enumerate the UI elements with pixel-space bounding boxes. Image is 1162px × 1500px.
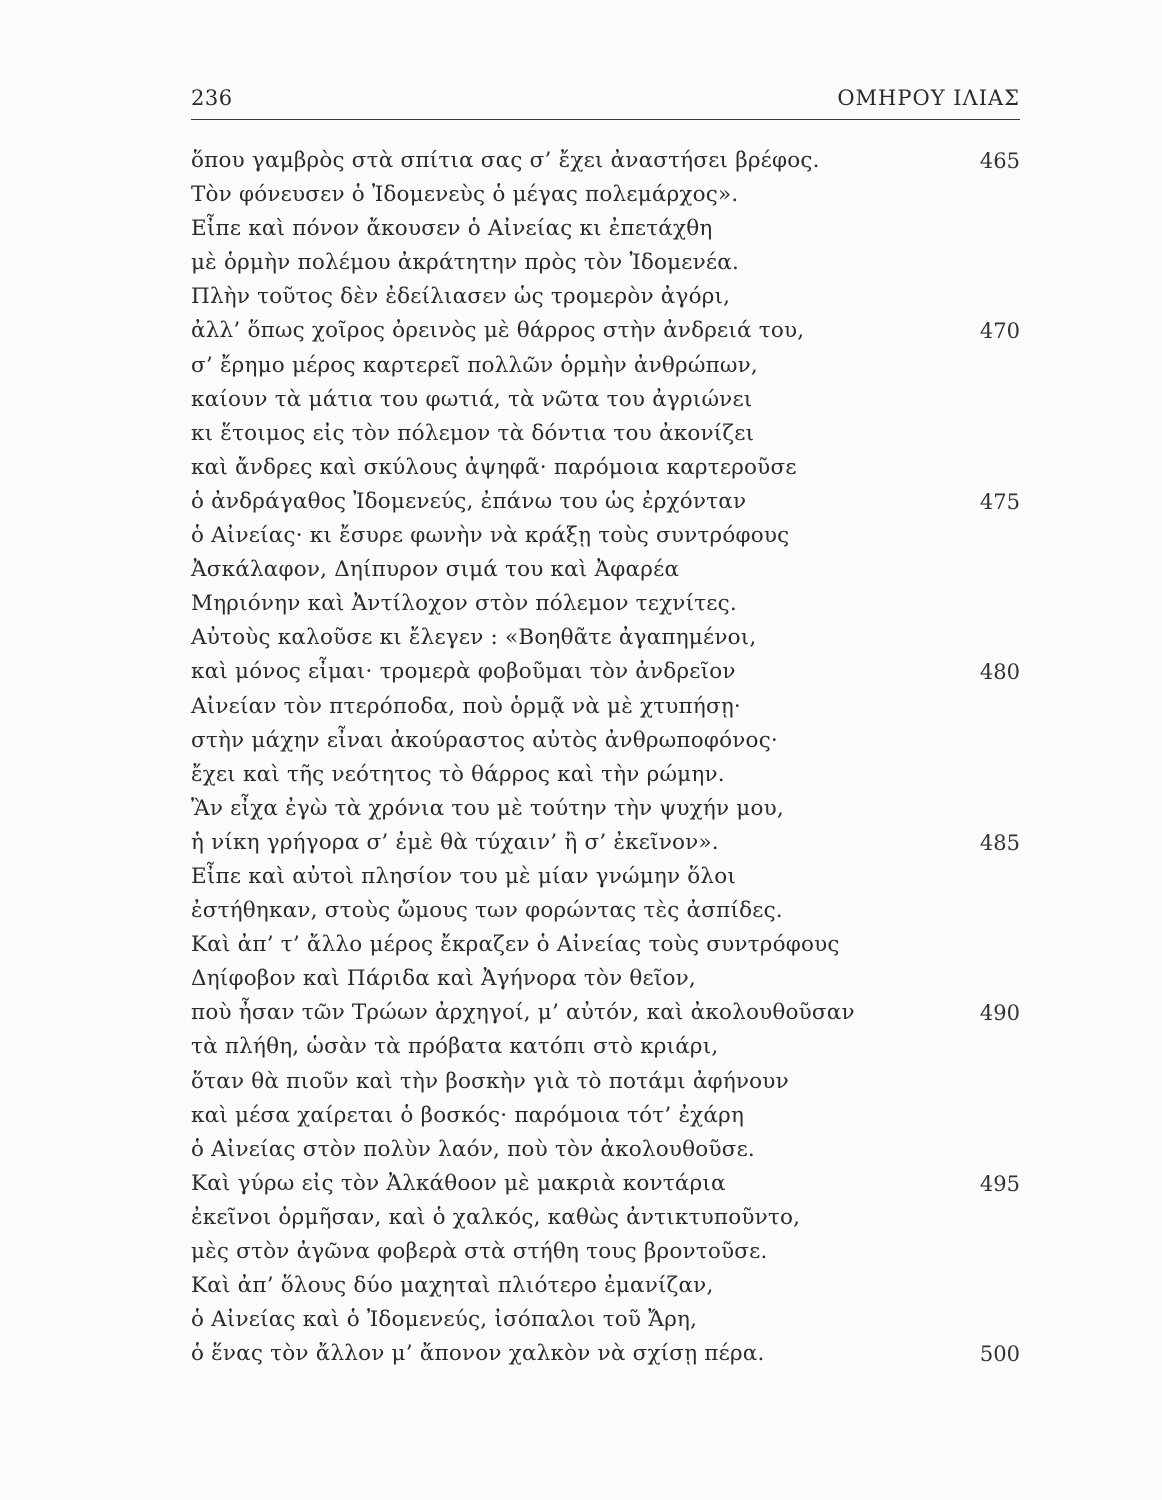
verse-text: Αὐτοὺς καλοῦσε κι ἔλεγεν : «Βοηθᾶτε ἀγαπημένοι, — [191, 625, 757, 651]
verse-text: ὁ Αἰνείας καὶ ὁ Ἰδομενεύς, ἰσόπαλοι τοῦ Ἄρη, — [191, 1307, 698, 1333]
verse-text: Καὶ γύρω εἰς τὸν Ἀλκάθοον μὲ μακριὰ κοντάρια — [191, 1170, 726, 1196]
verse-line — [191, 1167, 1020, 1201]
verse-line — [191, 144, 1020, 178]
line-number: 465 — [979, 149, 1020, 173]
verse-line — [191, 1303, 1020, 1337]
verse-line — [191, 553, 1020, 587]
verse-text: ὁ Αἰνείας· κι ἔσυρε φωνὴν νὰ κράξῃ τοὺς συντρόφους — [191, 523, 790, 549]
verse-text: ὁ ἀνδράγαθος Ἰδομενεύς, ἐπάνω του ὡς ἐρχόνταν — [191, 488, 747, 514]
verse-text: καίουν τὰ μάτια του φωτιά, τὰ νῶτα του ἀγριώνει — [191, 386, 753, 412]
verse-line — [191, 212, 1020, 246]
verse-line — [191, 928, 1020, 962]
verse-text: στὴν μάχην εἶναι ἀκούραστος αὐτὸς ἀνθρωποφόνος· — [191, 727, 778, 753]
verse-text: κι ἕτοιμος εἰς τὸν πόλεμον τὰ δόντια του ἀκονίζει — [191, 420, 755, 446]
verse-text: Μηριόνην καὶ Ἀντίλοχον στὸν πόλεμον τεχνίτες. — [191, 591, 737, 617]
verse-line — [191, 758, 1020, 792]
verse-text: Τὸν φόνευσεν ὁ Ἰδομενεὺς ὁ μέγας πολεμάρχος». — [191, 182, 739, 208]
verse-line — [191, 246, 1020, 280]
line-number: 470 — [979, 319, 1020, 344]
verse-line — [191, 1235, 1020, 1269]
verse-text: ἐκεῖνοι ὁρμῆσαν, καὶ ὁ χαλκός, καθὼς ἀντικτυποῦντο, — [191, 1204, 801, 1230]
verse-line — [191, 485, 1020, 519]
verse-text: ὅταν θὰ πιοῦν καὶ τὴν βοσκὴν γιὰ τὸ ποτάμι ἀφήνουν — [191, 1068, 789, 1094]
verse-line — [191, 792, 1020, 826]
page-header — [191, 78, 1020, 118]
verse-line — [191, 1099, 1020, 1133]
header-rule — [191, 119, 1020, 120]
verse-line — [191, 894, 1020, 928]
verse-text: Αἰνείαν τὸν πτερόποδα, ποὺ ὁρμᾷ νὰ μὲ χτυπήσῃ· — [191, 693, 741, 719]
verse-line — [191, 1201, 1020, 1235]
verse-line — [191, 280, 1020, 314]
page-number: 236 — [191, 86, 233, 110]
verse-line — [191, 451, 1020, 485]
verse-text: καὶ ἄνδρες καὶ σκύλους ἀψηφᾶ· παρόμοια καρτεροῦσε — [191, 454, 797, 480]
verse-line — [191, 1269, 1020, 1303]
verse-text: τὰ πλήθη, ὡσὰν τὰ πρόβατα κατόπι στὸ κριάρι, — [191, 1034, 719, 1060]
verse-text: καὶ μέσα χαίρεται ὁ βοσκός· παρόμοια τότ’ ἐχάρη — [191, 1102, 745, 1128]
running-title: ΟΜΗΡΟΥ ΙΛΙΑΣ — [837, 86, 1020, 110]
verse-line — [191, 996, 1020, 1030]
poem-text — [191, 144, 1020, 1371]
verse-line — [191, 519, 1020, 553]
verse-text: Καὶ ἀπ’ ὅλους δύο μαχηταὶ πλιότερο ἐμανίζαν, — [191, 1273, 714, 1299]
verse-line — [191, 417, 1020, 451]
verse-line — [191, 724, 1020, 758]
verse-line — [191, 349, 1020, 383]
verse-line — [191, 178, 1020, 212]
verse-text: Ἀσκάλαφον, Δηίπυρον σιμά του καὶ Ἀφαρέα — [191, 557, 680, 583]
verse-text: Καὶ ἀπ’ τ’ ἄλλο μέρος ἔκραζεν ὁ Αἰνείας τοὺς συντρόφους — [191, 932, 840, 958]
verse-line — [191, 1030, 1020, 1064]
verse-line — [191, 690, 1020, 724]
verse-text: Εἶπε καὶ πόνον ἄκουσεν ὁ Αἰνείας κι ἐπετάχθη — [191, 216, 713, 242]
verse-text: μὲς στὸν ἀγῶνα φοβερὰ στὰ στήθη τους βροντοῦσε. — [191, 1239, 768, 1264]
line-number: 500 — [979, 1342, 1020, 1367]
verse-line — [191, 314, 1020, 348]
verse-text: ὅπου γαμβρὸς στὰ σπίτια σας σ’ ἔχει ἀναστήσει βρέφος. — [191, 148, 820, 173]
verse-text: μὲ ὁρμὴν πολέμου ἀκράτητην πρὸς τὸν Ἰδομενέα. — [191, 250, 740, 276]
verse-line — [191, 860, 1020, 894]
verse-line — [191, 1133, 1020, 1167]
verse-line — [191, 826, 1020, 860]
verse-text: καὶ μόνος εἶμαι· τρομερὰ φοβοῦμαι τὸν ἀνδρεῖον — [191, 659, 736, 685]
line-number: 480 — [979, 660, 1020, 685]
verse-line — [191, 1065, 1020, 1099]
verse-text: ἀλλ’ ὅπως χοῖρος ὀρεινὸς μὲ θάρρος στὴν ἀνδρειά του, — [191, 318, 805, 344]
verse-line — [191, 655, 1020, 689]
verse-line — [191, 383, 1020, 417]
verse-text: Δηίφοβον καὶ Πάριδα καὶ Ἀγήνορα τὸν θεῖον, — [191, 966, 696, 992]
verse-text: ποὺ ἦσαν τῶν Τρώων ἀρχηγοί, μ’ αὐτόν, καὶ ἀκολουθοῦσαν — [191, 1000, 855, 1026]
verse-line — [191, 621, 1020, 655]
line-number: 495 — [979, 1171, 1020, 1196]
line-number: 485 — [979, 830, 1020, 855]
verse-line — [191, 962, 1020, 996]
verse-text: Ἂν εἶχα ἐγὼ τὰ χρόνια του μὲ τούτην τὴν ψυχήν μου, — [191, 795, 784, 821]
verse-line — [191, 587, 1020, 621]
verse-line — [191, 1337, 1020, 1371]
verse-text: σ’ ἔρημο μέρος καρτερεῖ πολλῶν ὁρμὴν ἀνθρώπων, — [191, 352, 758, 378]
verse-text: ὁ ἕνας τὸν ἄλλον μ’ ἄπονον χαλκὸν νὰ σχίσῃ πέρα. — [191, 1341, 765, 1367]
verse-text: ὁ Αἰνείας στὸν πολὺν λαόν, ποὺ τὸν ἀκολουθοῦσε. — [191, 1136, 755, 1162]
verse-text: Εἶπε καὶ αὐτοὶ πλησίον του μὲ μίαν γνώμην ὅλοι — [191, 863, 736, 889]
verse-text: ἐστήθηκαν, στοὺς ὤμους των φορώντας τὲς ἀσπίδες. — [191, 898, 783, 924]
verse-text: Πλὴν τοῦτος δὲν ἐδείλιασεν ὡς τρομερὸν ἀγόρι, — [191, 284, 731, 310]
line-number: 475 — [979, 489, 1020, 514]
verse-text: ἡ νίκη γρήγορα σ’ ἐμὲ θὰ τύχαιν’ ἢ σ’ ἐκεῖνον». — [191, 829, 719, 855]
verse-text: ἔχει καὶ τῆς νεότητος τὸ θάρρος καὶ τὴν ρώμην. — [191, 761, 725, 787]
line-number: 490 — [979, 1001, 1020, 1026]
